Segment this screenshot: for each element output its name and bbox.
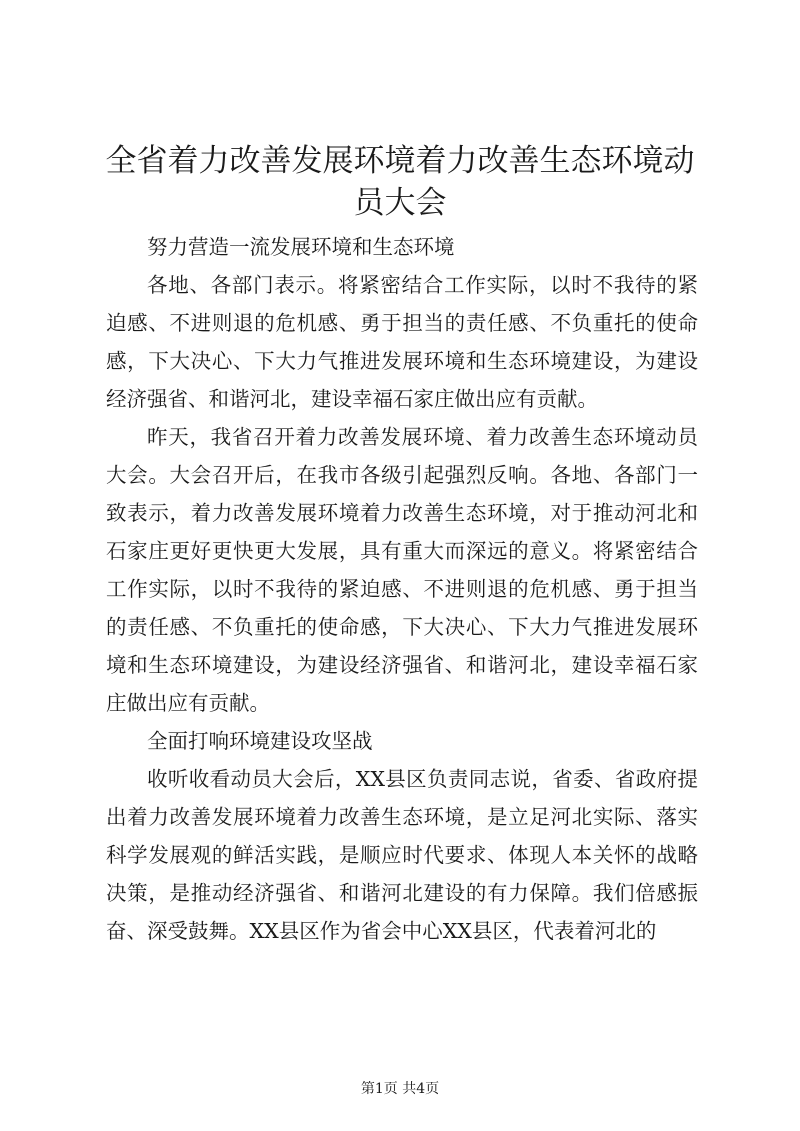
- body-paragraph: 收听收看动员大会后，XX县区负责同志说，省委、省政府提出着力改善发展环境着力改善生态环境，是立足河北实际、落实科学发展观的鲜活实践，是顺应时代要求、体现人本关怀的战略决策，是推动经济强省、和谐河北建设的有力保障。我们倍感振奋、深受鼓舞。XX县区作为省会中心XX县区，代表着河北的: [106, 767, 698, 943]
- body-paragraph: 昨天，我省召开着力改善发展环境、着力改善生态环境动员大会。大会召开后，在我市各级引起强烈反响。各地、各部门一致表示，着力改善发展环境着力改善生态环境，对于推动河北和石家庄更好更快更大发展，具有重大而深远的意义。将紧密结合工作实际，以时不我待的紧迫感、不进则退的危机感、勇于担当的责任感、不负重托的使命感，下大决心、下大力气推进发展环境和生态环境建设，为建设经济强省、和谐河北，建设幸福石家庄做出应有贡献。: [106, 425, 698, 715]
- page-footer: 第1页 共4页: [360, 1081, 440, 1097]
- section-heading: 全面打响环境建设攻坚战: [147, 729, 373, 753]
- section-heading: 努力营造一流发展环境和生态环境: [147, 235, 455, 259]
- body-paragraph: 各地、各部门表示。将紧密结合工作实际，以时不我待的紧迫感、不进则退的危机感、勇于担当的责任感、不负重托的使命感，下大决心、下大力气推进发展环境和生态环境建设，为建设经济强省、和谐河北，建设幸福石家庄做出应有贡献。: [106, 273, 698, 411]
- document-title: 全省着力改善发展环境着力改善生态环境动员大会: [105, 143, 695, 221]
- document-body: [106, 228, 698, 950]
